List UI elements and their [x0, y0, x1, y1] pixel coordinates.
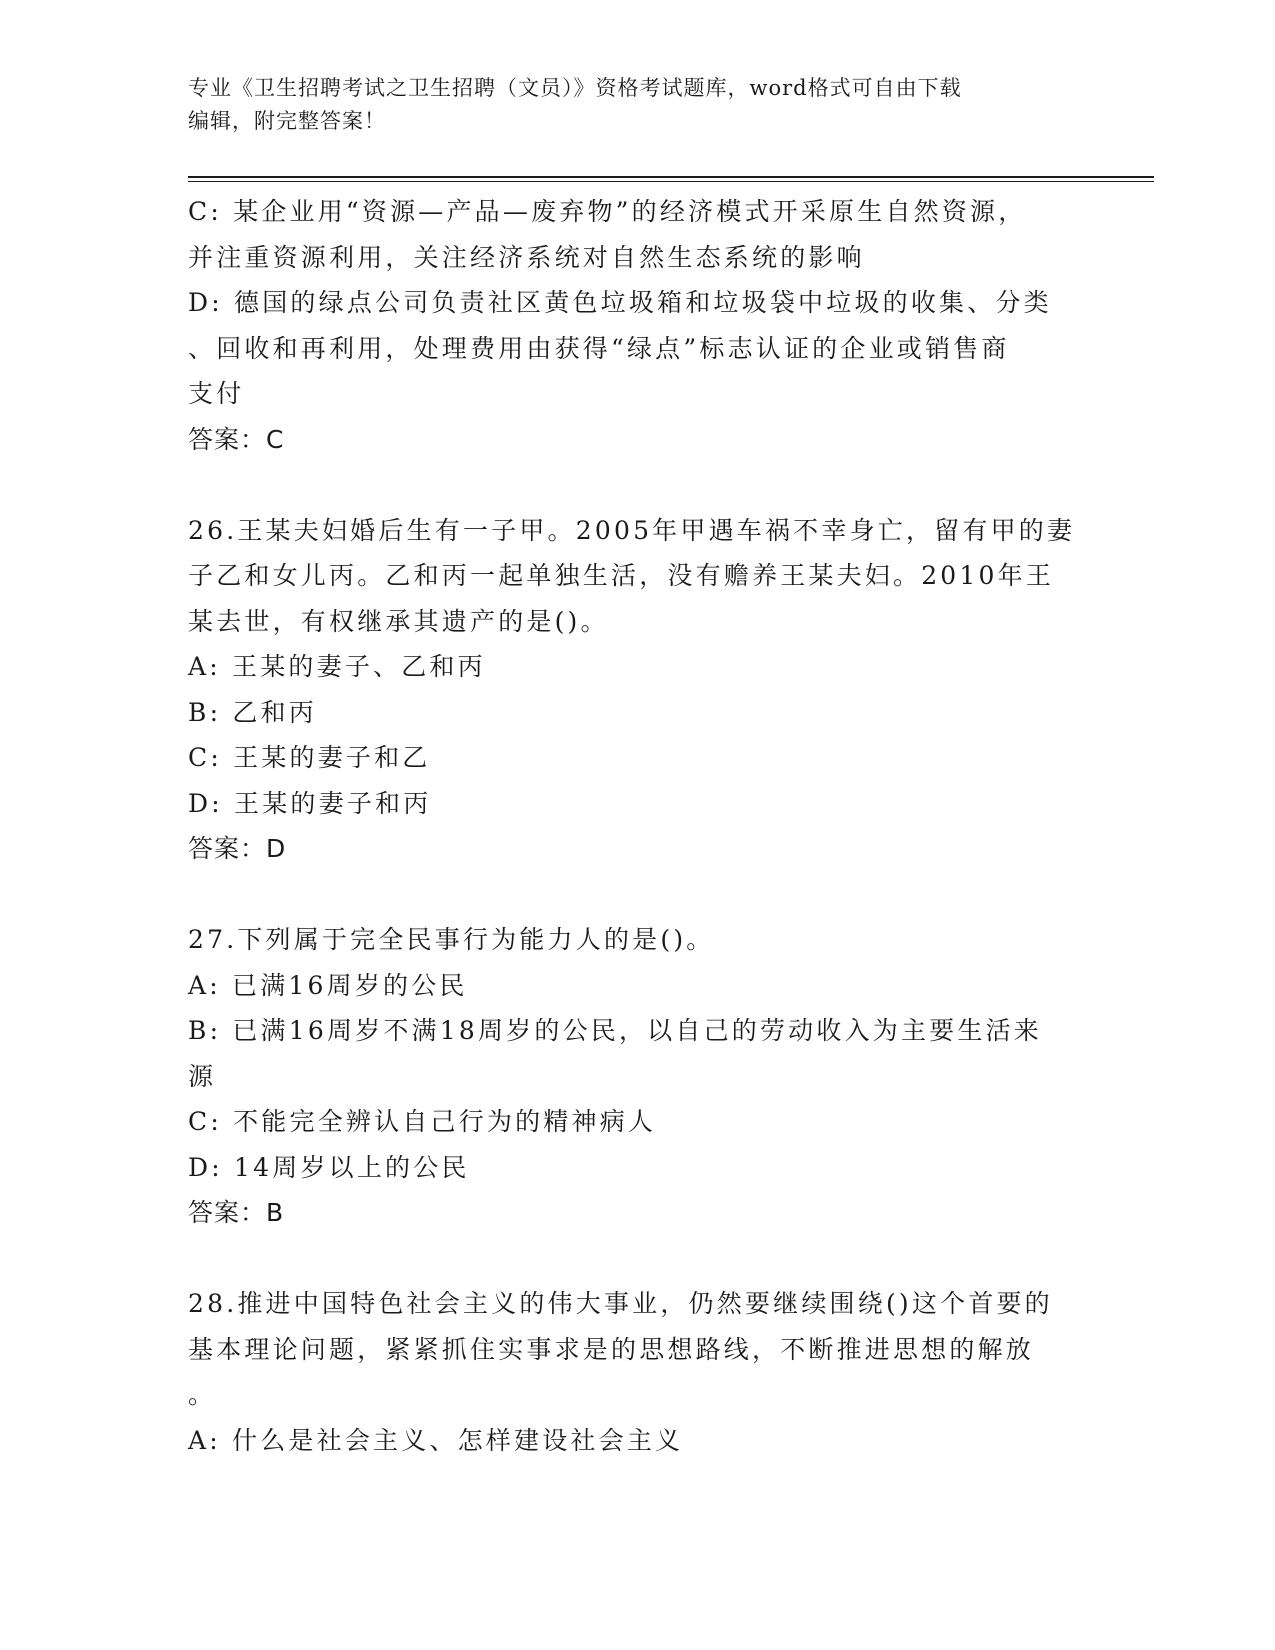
- question-27-option-b-line-1: B: 已满16周岁不满18周岁的公民，以自己的劳动收入为主要生活来: [188, 1016, 1042, 1045]
- question-27-option-b-line-2: 源: [188, 1061, 217, 1091]
- option-d-line-1: D: 德国的绿点公司负责社区黄色垃圾箱和垃圾袋中垃圾的收集、分类: [188, 288, 1052, 317]
- spacer: [188, 872, 1088, 918]
- question-26-option-d: D: 王某的妻子和丙: [188, 788, 432, 818]
- question-26-stem-line-3: 某去世，有权继承其遗产的是()。: [188, 606, 609, 636]
- question-27-option-d: D: 14周岁以上的公民: [188, 1152, 470, 1182]
- question-content: [188, 189, 1088, 1463]
- option-d-line-2: 、回收和再利用，处理费用由获得“绿点”标志认证的企业或销售商: [188, 333, 1010, 363]
- question-26-stem-line-1: 26.王某夫妇婚后生有一子甲。2005年甲遇车祸不幸身亡，留有甲的妻: [188, 515, 1076, 545]
- option-c-line-1: C: 某企业用“资源—产品—废弃物”的经济模式开采原生自然资源，: [188, 197, 1027, 226]
- question-26-block: [188, 508, 1088, 872]
- answer-27: 答案：B: [188, 1198, 285, 1227]
- answer-26: 答案：D: [188, 834, 287, 863]
- question-25-block: [188, 189, 1088, 462]
- page-header: [188, 72, 1068, 138]
- question-27-block: [188, 917, 1088, 1236]
- spacer: [188, 1236, 1088, 1282]
- question-26-stem-line-2: 子乙和女儿丙。乙和丙一起单独生活，没有赡养王某夫妇。2010年王: [188, 561, 1055, 590]
- question-27-stem: 27.下列属于完全民事行为能力人的是()。: [188, 925, 715, 954]
- spacer: [188, 462, 1088, 508]
- question-26-option-a: A: 王某的妻子、乙和丙: [188, 652, 486, 681]
- question-28-stem-line-3: 。: [188, 1380, 217, 1409]
- question-27-option-c: C: 不能完全辨认自己行为的精神病人: [188, 1107, 657, 1136]
- answer-25: 答案：C: [188, 424, 285, 454]
- option-c-line-2: 并注重资源利用，关注经济系统对自然生态系统的影响: [188, 242, 865, 272]
- header-divider-thin: [188, 181, 1154, 182]
- question-27-option-a: A: 已满16周岁的公民: [188, 970, 468, 1000]
- header-line-2: 编辑，附完整答案！: [188, 109, 386, 133]
- question-26-option-c: C: 王某的妻子和乙: [188, 743, 431, 772]
- header-line-1: 专业《卫生招聘考试之卫生招聘（文员）》资格考试题库，word格式可自由下载: [188, 76, 962, 100]
- question-26-option-b: B: 乙和丙: [188, 697, 317, 727]
- question-28-block: [188, 1281, 1088, 1463]
- header-divider-thick: [188, 176, 1154, 178]
- option-d-line-3: 支付: [188, 379, 245, 408]
- question-28-stem-line-1: 28.推进中国特色社会主义的伟大事业，仍然要继续围绕()这个首要的: [188, 1289, 1053, 1318]
- question-28-stem-line-2: 基本理论问题，紧紧抓住实事求是的思想路线，不断推进思想的解放: [188, 1334, 1035, 1364]
- question-28-option-a: A: 什么是社会主义、怎样建设社会主义: [188, 1425, 684, 1455]
